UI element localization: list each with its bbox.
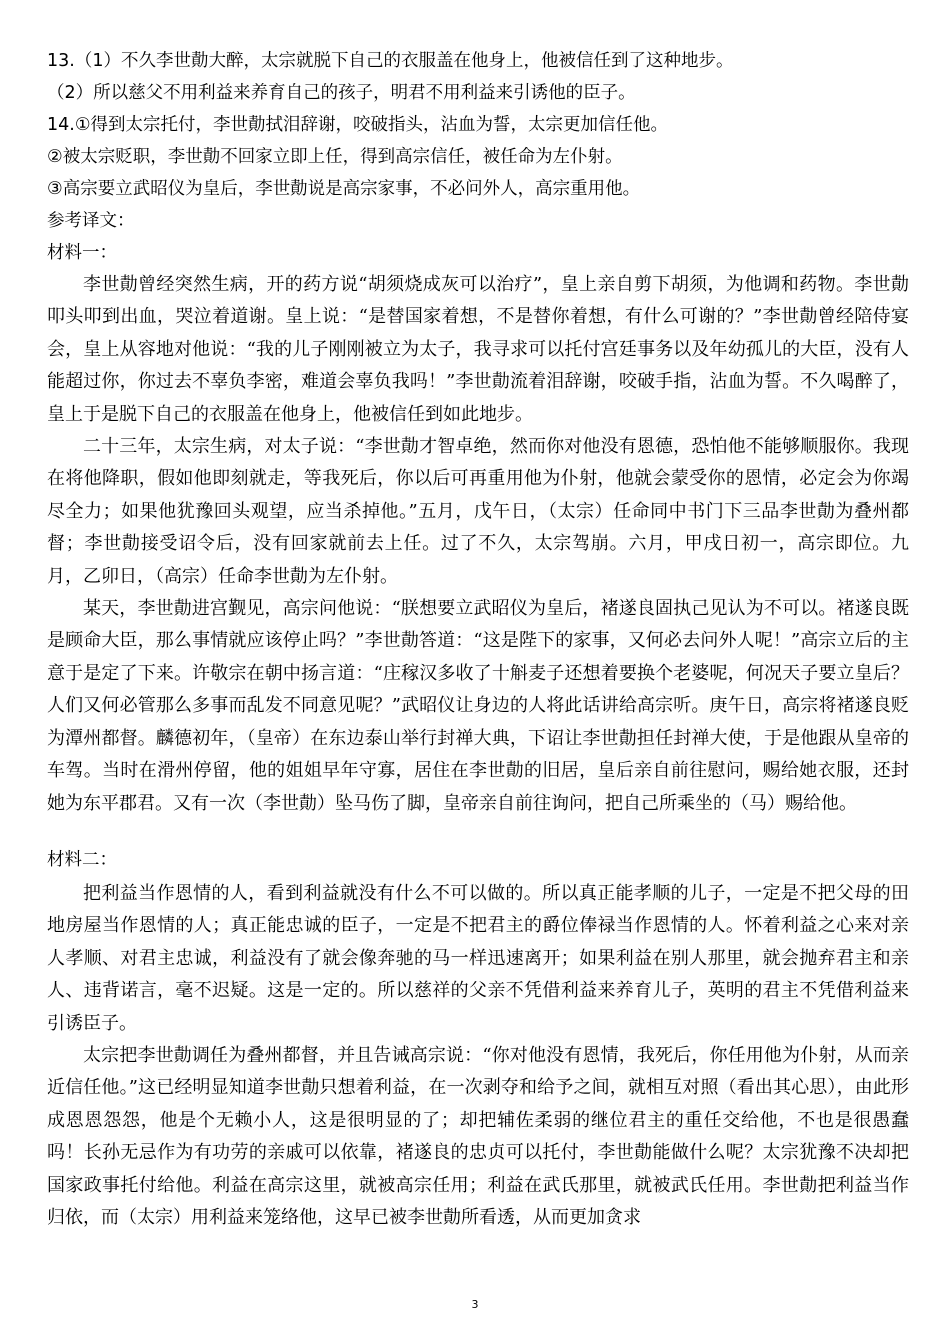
material-two-paragraph-2: 太宗把李世勣调任为叠州都督，并且告诫高宗说：“你对他没有恩情，我死后，你任用他为仆射，从而亲近信任他。”这已经明显知道李世勣只想着利益，在一次剥夺和给予之间，就相互对照（看出其心思），由此形成恩恩怨怨，他是个无赖小人，这是很明显的了；却把辅佐柔弱的继位君主的重任交给他，不也是很愚蠢吗！长孙无忌作为有功劳的亲戚可以依靠，褚遂良的忠贞可以托付，李世勣能做什么呢？太宗犹豫不决却把国家政事托付给他。利益在高宗这里，就被高宗任用；利益在武氏那里，就被武氏任用。李世勣把利益当作归依，而（太宗）用利益来笼络他，这早已被李世勣所看透，从而更加贪求 — [47, 1045, 909, 1229]
material-one-heading: 材料一： — [47, 243, 117, 263]
material-one-paragraph-3: 某天，李世勣进宫觐见，高宗问他说：“朕想要立武昭仪为皇后，褚遂良固执己见认为不可以。褚遂良既是顾命大臣，那么事情就应该停止吗？”李世勣答道：“这是陛下的家事，又何必去问外人呢！”高宗立后的主意于是定了下来。许敬宗在朝中扬言道：“庄稼汉多收了十斛麦子还想着要换个老婆呢，何况天子要立皇后？人们又何必管那么多事而乱发不同意见呢？”武昭仪让身边的人将此话讲给高宗听。庚午日，高宗将褚遂良贬为潭州都督。麟德初年，（皇帝）在东边泰山举行封禅大典，下诏让李世勣担任封禅大使，于是他跟从皇帝的车驾。当时在滑州停留，他的姐姐早年守寡，居住在李世勣的旧居，皇后亲自前往慰问，赐给她衣服，还封她为东平郡君。又有一次（李世勣）坠马伤了脚，皇帝亲自前往询问，把自己所乘坐的（马）赐给他。 — [47, 598, 909, 814]
answer-13-2: （2）所以慈父不用利益来养育自己的孩子，明君不用利益来引诱他的臣子。 — [47, 83, 636, 103]
material-two-paragraph-1: 把利益当作恩情的人，看到利益就没有什么不可以做的。所以真正能孝顺的儿子，一定是不把父母的田地房屋当作恩情的人；真正能忠诚的臣子，一定是不把君主的爵位俸禄当作恩情的人。怀着利益之心来对亲人孝顺、对君主忠诚，利益没有了就会像奔驰的马一样迅速离开；如果利益在别人那里，就会抛弃君主和亲人、违背诺言，毫不迟疑。这是一定的。所以慈祥的父亲不凭借利益来养育儿子，英明的君主不凭借利益来引诱臣子。 — [47, 883, 909, 1034]
answer-14-3: ③高宗要立武昭仪为皇后，李世勣说是高宗家事，不必问外人，高宗重用他。 — [47, 179, 641, 199]
translation-heading: 参考译文： — [47, 211, 135, 231]
material-two-heading: 材料二： — [47, 850, 117, 870]
material-one-paragraph-1: 李世勣曾经突然生病，开的药方说“胡须烧成灰可以治疗”，皇上亲自剪下胡须，为他调和药物。李世勣叩头叩到出血，哭泣着道谢。皇上说：“是替国家着想，不是替你着想，有什么可谢的？”李世勣曾经陪侍宴会，皇上从容地对他说：“我的儿子刚刚被立为太子，我寻求可以托付宫廷事务以及年幼孤儿的大臣，没有人能超过你，你过去不辜负李密，难道会辜负我吗！”李世勣流着泪辞谢，咬破手指，沾血为誓。不久喝醉了，皇上于是脱下自己的衣服盖在他身上，他被信任到如此地步。 — [47, 274, 909, 425]
answer-14-2: ②被太宗贬职，李世勣不回家立即上任，得到高宗信任，被任命为左仆射。 — [47, 147, 623, 167]
material-two-text — [47, 878, 909, 1234]
answer-13-1: 13.（1）不久李世勣大醉，太宗就脱下自己的衣服盖在他身上，他被信任到了这种地步。 — [47, 51, 734, 71]
material-one-paragraph-2: 二十三年，太宗生病，对太子说：“李世勣才智卓绝，然而你对他没有恩德，恐怕他不能够顺服你。我现在将他降职，假如他即刻就走，等我死后，你以后可再重用他为仆射，他就会蒙受你的恩情，必定会为你竭尽全力；如果他犹豫回头观望，应当杀掉他。”五月，戊午日，（太宗）任命同中书门下三品李世勣为叠州都督；李世勣接受诏令后，没有回家就前去上任。过了不久，太宗驾崩。六月，甲戌日初一，高宗即位。九月，乙卯日，（高宗）任命李世勣为左仆射。 — [47, 436, 909, 587]
page-number: 3 — [471, 1298, 479, 1311]
material-one-text — [47, 269, 909, 820]
answer-14-1: 14.①得到太宗托付，李世勣拭泪辞谢，咬破指头，沾血为誓，太宗更加信任他。 — [47, 115, 669, 135]
